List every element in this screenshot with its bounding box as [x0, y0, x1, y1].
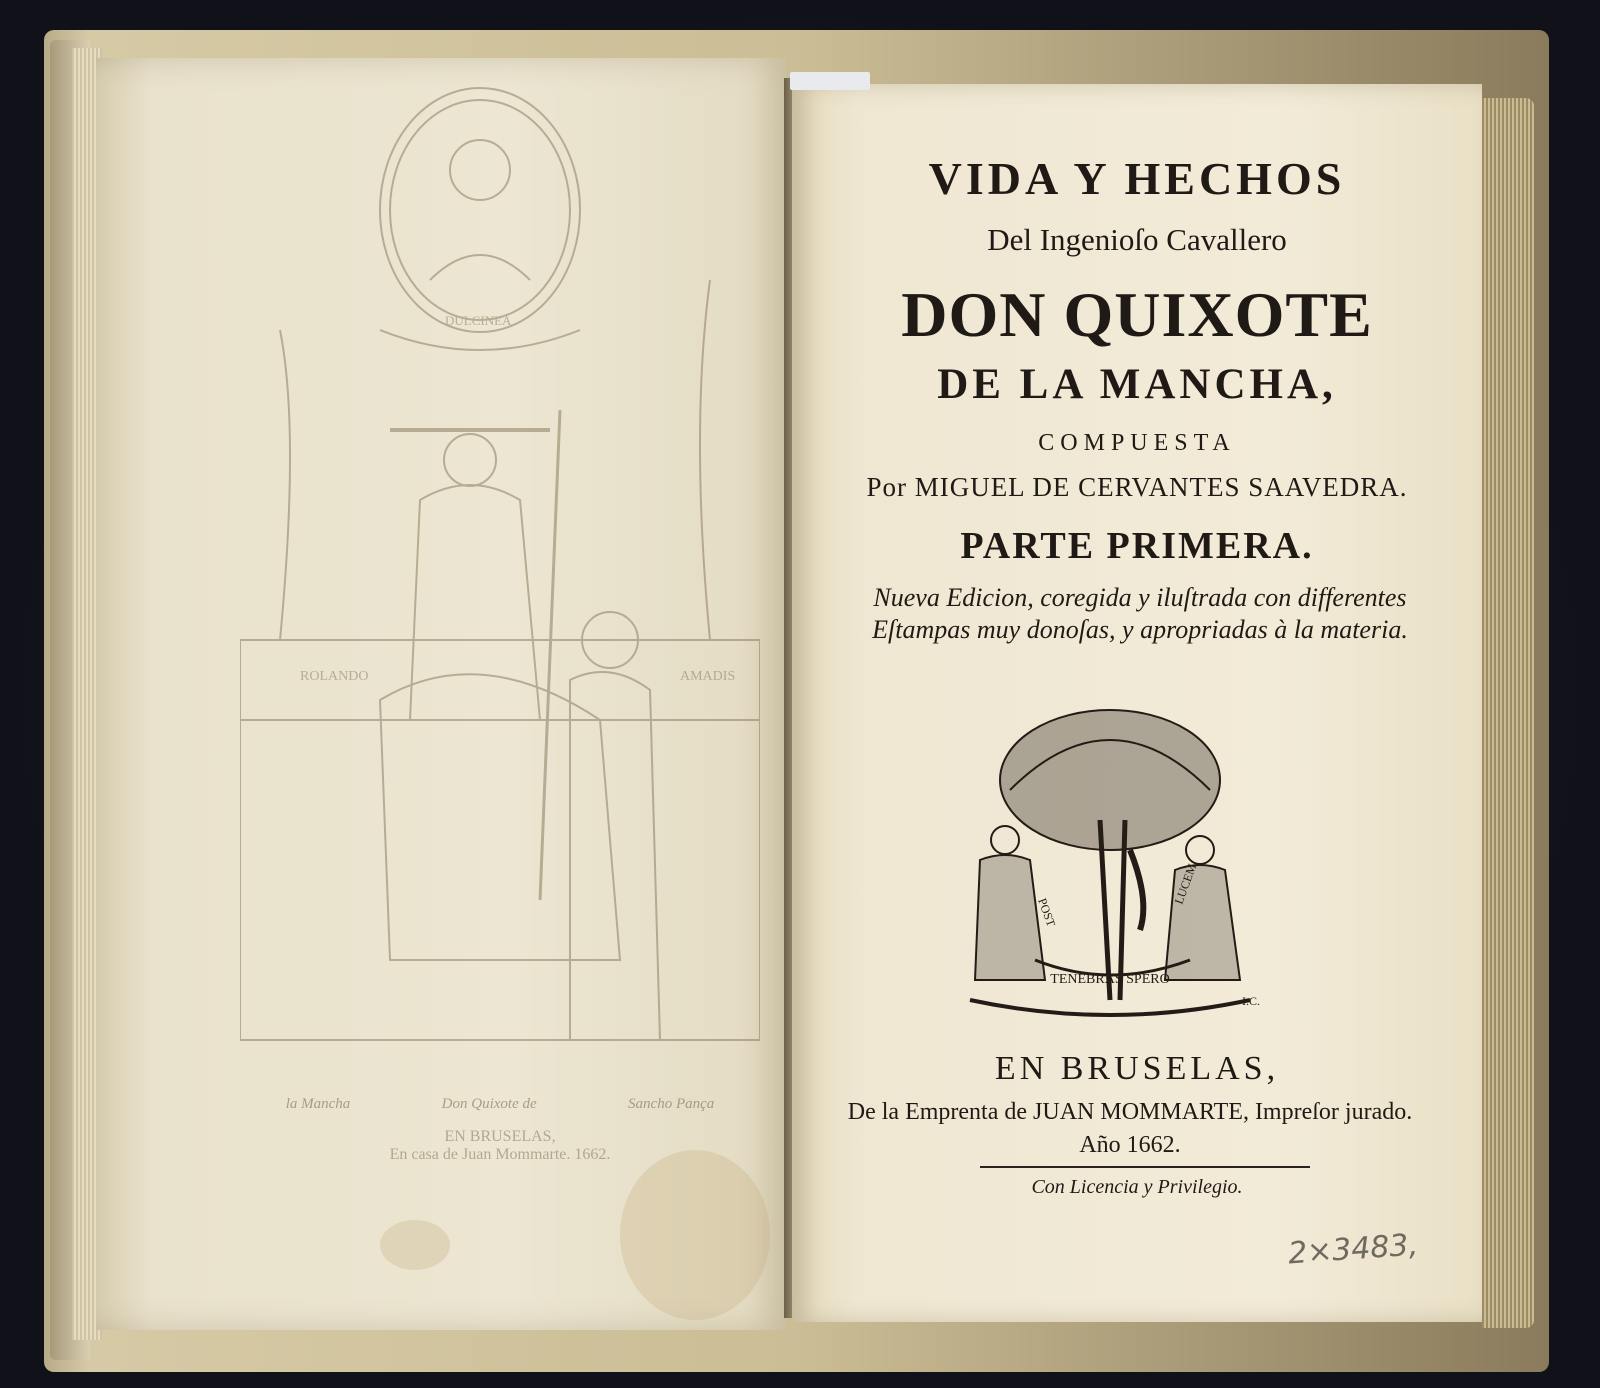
printers-device: [950, 700, 1270, 1030]
device-initials: I.C.: [1242, 994, 1260, 1008]
caption-left: la Mancha: [285, 1096, 351, 1112]
title-line-vida: VIDA Y HECHOS: [928, 153, 1346, 204]
donkey-body: [380, 674, 620, 960]
lance: [540, 410, 560, 900]
sancho-body: [570, 672, 660, 1040]
caption-right: Sancho Pança: [628, 1096, 715, 1112]
right-figure-label: AMADIS: [680, 669, 736, 684]
quixote-head: [444, 434, 496, 486]
imprint-place: EN BRUSELAS,: [994, 1050, 1280, 1087]
water-stain: [380, 1220, 450, 1270]
page-marker-tab: [790, 72, 870, 90]
medallion-oval: [390, 100, 570, 320]
shelfmark-annotation: 2×3483,: [1286, 1227, 1420, 1272]
left-figure: [280, 330, 290, 640]
left-figure-label: ROLANDO: [300, 669, 369, 684]
device-bird: [1130, 850, 1143, 930]
pedestal-base: [240, 720, 760, 1040]
title-line-mancha: DE LA MANCHA,: [937, 361, 1337, 408]
license-line: Con Licencia y Privilegio.: [1031, 1176, 1243, 1198]
right-figure: [700, 280, 710, 640]
water-stain: [620, 1150, 770, 1320]
medallion-portrait-shoulders: [430, 255, 530, 280]
title-line-ingenioso: Del Ingenioſo Cavallero: [987, 222, 1287, 257]
device-right-figure-body: [1165, 865, 1240, 980]
frontispiece-engraving: [240, 80, 760, 1160]
title-line-author: Por MIGUEL DE CERVANTES SAAVEDRA.: [866, 472, 1408, 502]
device-scroll-right: LUCEM: [1171, 861, 1200, 907]
device-left-figure-head: [991, 826, 1019, 854]
medallion-frame: [380, 88, 580, 332]
caption-center: Don Quixote de: [441, 1096, 537, 1112]
device-ground: [970, 1000, 1250, 1015]
frontispiece-imprint-line1: EN BRUSELAS,: [444, 1128, 556, 1145]
medallion-portrait-head: [450, 140, 510, 200]
edition-note: Nueva Edicion, coregida y iluſtrada con differentes Eſtampas muy donoſas, y apropriadas à la materia.: [872, 583, 1408, 644]
frontispiece-imprint-line2: En casa de Juan Mommarte. 1662.: [389, 1146, 611, 1163]
imprint-rule: [980, 1166, 1310, 1168]
imprint-printer: De la Emprenta de JUAN MOMMARTE, Impreſor jurado. Año 1662.: [847, 1099, 1413, 1158]
title-line-compuesta: COMPUESTA: [1038, 430, 1236, 456]
right-page-stack: [1482, 98, 1534, 1328]
device-motto: TENEBRAS SPERO: [1050, 972, 1170, 987]
title-line-parte: PARTE PRIMERA.: [960, 525, 1314, 567]
frontispiece-caption: [240, 1096, 760, 1113]
quixote-body: [410, 485, 540, 720]
medallion-label: DULCINEA: [445, 313, 512, 328]
device-palm-crown: [1000, 710, 1220, 850]
title-line-don-quixote: DON QUIXOTE: [901, 279, 1373, 350]
device-scroll-left: POST: [1035, 896, 1059, 929]
device-right-figure-head: [1186, 836, 1214, 864]
